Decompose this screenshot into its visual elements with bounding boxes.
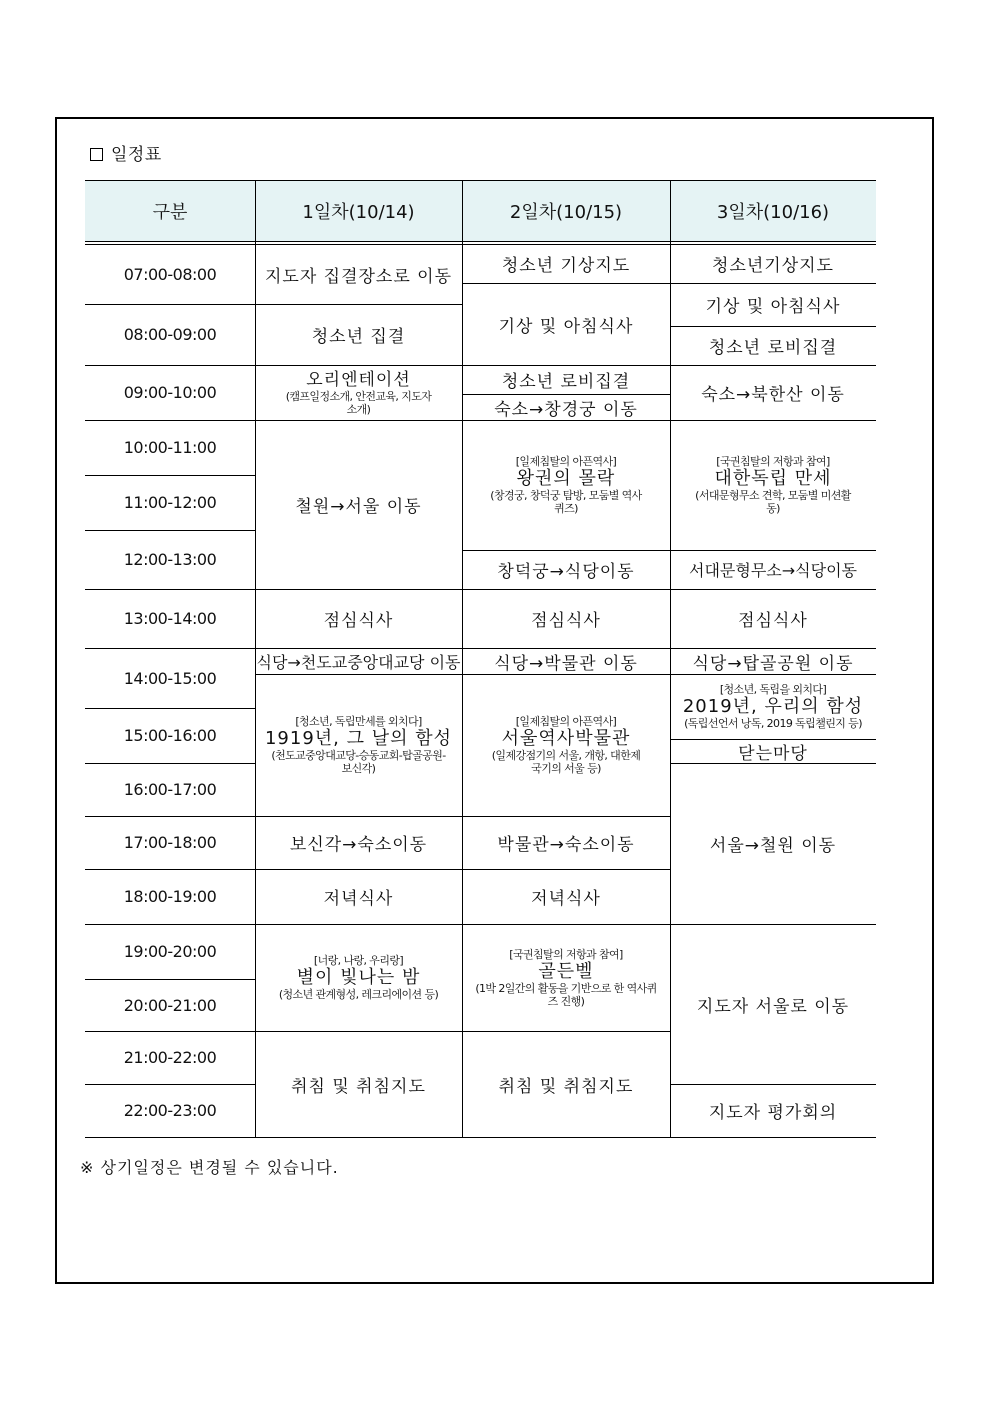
day1-lunch: 점심식사 bbox=[323, 611, 394, 631]
day1-gather-move: 지도자 집결장소로 이동 bbox=[264, 266, 453, 287]
header-category: 구분 bbox=[85, 180, 255, 242]
day3-to-bukhansan: 숙소→북한산 이동 bbox=[701, 385, 845, 405]
day2-golden-sub: (1박 2일간의 활동을 기반으로 한 역사퀴즈 진행) bbox=[475, 981, 657, 1008]
day1-orientation: 오리엔테이션 bbox=[306, 369, 411, 390]
day2-wakeup: 청소년 기상지도 bbox=[501, 256, 631, 276]
day2-lobby: 청소년 로비집결 bbox=[501, 372, 631, 392]
day1-1919-sub: (천도교중앙대교당-승동교회-탑골공원-보신각) bbox=[271, 749, 446, 775]
day2-palace-sub: (창경궁, 창덕궁 탐방, 모둠별 역사퀴즈) bbox=[490, 489, 642, 515]
header-day2: 2일차(10/15) bbox=[462, 180, 670, 242]
time-slot: 14:00-15:00 bbox=[123, 668, 217, 688]
footnote: ※ 상기일정은 변경될 수 있습니다. bbox=[80, 1158, 339, 1177]
day3-indep-tag: [국권침탈의 저항과 참여] bbox=[716, 455, 830, 468]
checkbox-icon bbox=[90, 148, 103, 161]
day1-star-title: 별이 빛나는 밤 bbox=[296, 967, 421, 988]
day3-lunch: 점심식사 bbox=[738, 611, 808, 631]
day2-sleep: 취침 및 취침지도 bbox=[498, 1076, 634, 1097]
time-slot: 07:00-08:00 bbox=[123, 264, 217, 284]
time-slot: 12:00-13:00 bbox=[123, 550, 217, 569]
schedule-heading bbox=[90, 140, 162, 165]
header-day1: 1일차(10/14) bbox=[255, 180, 462, 242]
day1-1919-title: 1919년, 그 날의 함성 bbox=[264, 728, 453, 749]
time-slot: 11:00-12:00 bbox=[123, 493, 217, 512]
day1-star-cell bbox=[255, 924, 462, 1031]
day2-to-lodging: 박물관→숙소이동 bbox=[497, 835, 635, 855]
day3-lobby: 청소년 로비집결 bbox=[708, 338, 838, 358]
day3-indep-title: 대한독립 만세 bbox=[714, 468, 832, 489]
day1-star-sub: (청소년 관계형성, 레크리에이션 등) bbox=[278, 988, 439, 1001]
day1-star-tag: [너랑, 나랑, 우리랑] bbox=[313, 954, 404, 967]
day2-to-palace: 숙소→창경궁 이동 bbox=[494, 399, 638, 420]
day1-to-lodging: 보신각→숙소이동 bbox=[289, 835, 428, 855]
day2-dinner: 저녁식사 bbox=[531, 889, 601, 909]
time-slot: 21:00-22:00 bbox=[123, 1048, 217, 1067]
day2-golden-title: 골든벨 bbox=[538, 960, 594, 982]
day3-indep-cell bbox=[670, 420, 876, 550]
day3-2019-cell bbox=[670, 674, 876, 739]
day3-2019-title: 2019년, 우리의 함성 bbox=[682, 696, 864, 717]
day3-wakeup: 청소년기상지도 bbox=[712, 256, 834, 276]
day3-leaders-seoul: 지도자 서울로 이동 bbox=[696, 996, 850, 1017]
header-day3: 3일차(10/16) bbox=[670, 180, 876, 242]
day1-orientation-sub: (캠프일정소개, 안전교육, 지도자소개) bbox=[285, 389, 432, 416]
time-slot: 22:00-23:00 bbox=[123, 1101, 217, 1120]
day1-move-cathedral: 식당→천도교중앙대교당 이동 bbox=[256, 652, 461, 672]
day2-golden-tag: [국권침탈의 저항과 참여] bbox=[509, 947, 623, 961]
day1-move-seoul: 철원→서울 이동 bbox=[295, 497, 422, 517]
day3-to-restaurant: 서대문형무소→식당이동 bbox=[689, 561, 857, 580]
day2-palace-cell bbox=[462, 420, 670, 550]
time-slot: 20:00-21:00 bbox=[123, 995, 217, 1015]
day2-to-restaurant: 창덕궁→식당이동 bbox=[497, 562, 635, 582]
day3-breakfast: 기상 및 아침식사 bbox=[705, 297, 841, 317]
day2-breakfast: 기상 및 아침식사 bbox=[498, 316, 634, 337]
day2-museum-cell bbox=[462, 674, 670, 816]
day1-youth-gather: 청소년 집결 bbox=[311, 327, 406, 347]
day2-golden-cell bbox=[462, 924, 670, 1031]
day3-to-park: 식당→탑골공원 이동 bbox=[692, 653, 854, 674]
day2-lunch: 점심식사 bbox=[531, 611, 601, 631]
day1-1919-cell bbox=[255, 674, 462, 816]
day1-orientation-cell bbox=[255, 365, 462, 420]
day2-museum-title: 서울역사박물관 bbox=[501, 728, 631, 749]
time-slot: 15:00-16:00 bbox=[123, 726, 217, 745]
day3-2019-tag: [청소년, 독립을 외치다] bbox=[719, 683, 827, 696]
day3-to-cheorwon: 서울→철원 이동 bbox=[709, 836, 837, 856]
time-slot: 17:00-18:00 bbox=[123, 833, 217, 852]
day2-museum-tag: [일제침탈의 아픈역사] bbox=[515, 715, 617, 728]
day3-2019-sub: (독립선언서 낭독, 2019 독립챌린지 등) bbox=[684, 717, 862, 730]
time-slot: 19:00-20:00 bbox=[123, 942, 217, 961]
time-slot: 10:00-11:00 bbox=[123, 438, 217, 457]
day2-palace-title: 왕권의 몰락 bbox=[516, 468, 616, 489]
day3-indep-sub: (서대문형무소 견학, 모둠별 미션활동) bbox=[695, 489, 851, 515]
time-slot: 08:00-09:00 bbox=[123, 325, 217, 344]
time-slot: 09:00-10:00 bbox=[123, 383, 217, 402]
time-slot: 13:00-14:00 bbox=[123, 609, 217, 628]
day1-dinner: 저녁식사 bbox=[323, 889, 394, 909]
day1-1919-tag: [청소년, 독립만세를 외치다] bbox=[295, 715, 422, 728]
day2-museum-sub: (일제강점기의 서울, 개항, 대한제국기의 서울 등) bbox=[491, 749, 641, 775]
schedule-title: 일정표 bbox=[111, 145, 162, 165]
day2-palace-tag: [일제침탈의 아픈역사] bbox=[515, 455, 617, 468]
time-slot: 18:00-19:00 bbox=[123, 887, 217, 906]
time-slot: 16:00-17:00 bbox=[123, 780, 217, 799]
day1-sleep: 취침 및 취침지도 bbox=[291, 1076, 426, 1097]
day3-leaders-eval: 지도자 평가회의 bbox=[708, 1103, 838, 1123]
day2-to-museum: 식당→박물관 이동 bbox=[494, 653, 638, 674]
day3-closing: 닫는마당 bbox=[738, 743, 808, 763]
